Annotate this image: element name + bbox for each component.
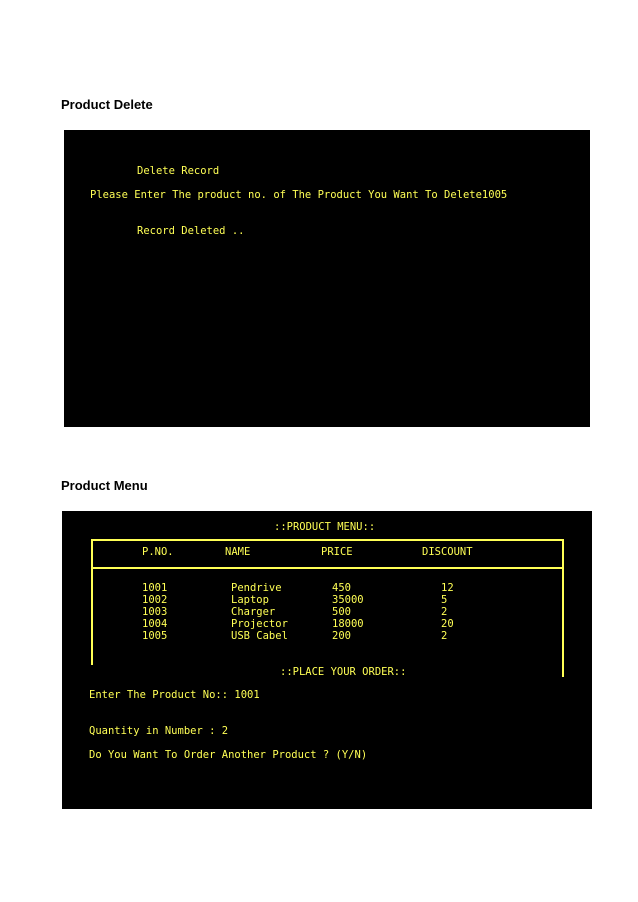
column-header-pno: P.NO. (142, 546, 174, 558)
product-menu-console-screen (62, 511, 592, 809)
quantity-prompt: Quantity in Number : 2 (89, 725, 229, 737)
cell-discount: 2 (441, 630, 448, 642)
place-order-title: ::PLACE YOUR ORDER:: (280, 666, 407, 678)
cell-name: Pendrive (231, 582, 282, 594)
delete-prompt-line: Please Enter The product no. of The Product You Want To Delete1005 (90, 189, 508, 201)
cell-pno: 1005 (142, 630, 168, 642)
cell-name: Projector (231, 618, 288, 630)
cell-discount: 5 (441, 594, 448, 606)
record-deleted-message: Record Deleted .. (137, 225, 245, 237)
order-another-prompt: Do You Want To Order Another Product ? (Y/N) (89, 749, 368, 761)
enter-product-prompt: Enter The Product No:: 1001 (89, 689, 260, 701)
table-header-divider (91, 567, 564, 569)
cell-price: 450 (332, 582, 351, 594)
cell-price: 200 (332, 630, 351, 642)
cell-price: 35000 (332, 594, 364, 606)
cell-pno: 1003 (142, 606, 168, 618)
cell-discount: 12 (441, 582, 454, 594)
table-right-border (562, 539, 564, 677)
cell-discount: 20 (441, 618, 454, 630)
product-menu-heading: Product Menu (61, 478, 148, 493)
product-delete-heading: Product Delete (61, 97, 153, 112)
cell-pno: 1004 (142, 618, 168, 630)
cell-price: 18000 (332, 618, 364, 630)
cell-name: Charger (231, 606, 276, 618)
column-header-name: NAME (225, 546, 251, 558)
cell-pno: 1002 (142, 594, 168, 606)
column-header-price: PRICE (321, 546, 353, 558)
delete-record-title: Delete Record (137, 165, 220, 177)
delete-console-screen (64, 130, 590, 427)
table-top-border (91, 539, 564, 541)
cell-pno: 1001 (142, 582, 168, 594)
cell-name: Laptop (231, 594, 269, 606)
cell-discount: 2 (441, 606, 448, 618)
cell-price: 500 (332, 606, 351, 618)
column-header-discount: DISCOUNT (422, 546, 473, 558)
table-left-border (91, 539, 93, 665)
product-menu-title: ::PRODUCT MENU:: (274, 521, 376, 533)
cell-name: USB Cabel (231, 630, 288, 642)
